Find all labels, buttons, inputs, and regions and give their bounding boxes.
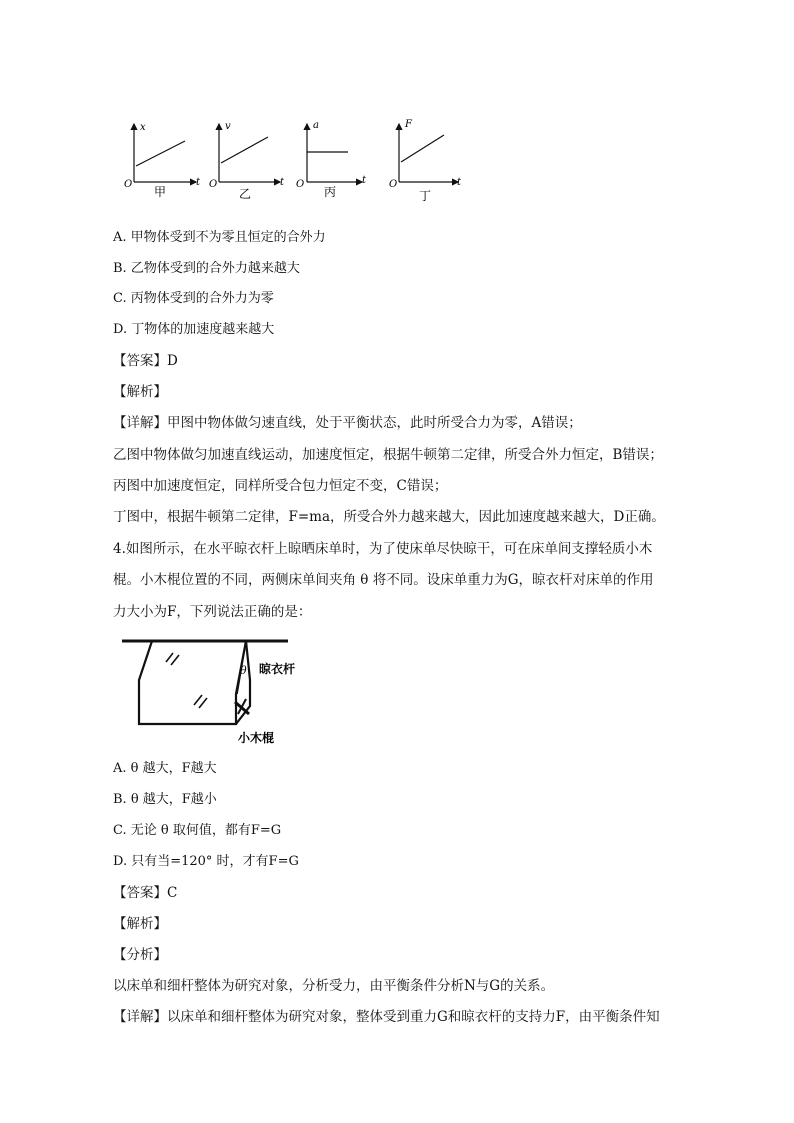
q3-detail-line-1: 【详解】甲图中物体做匀速直线，处于平衡状态，此时所受合力为零，A错误； bbox=[113, 415, 582, 431]
graph-yi-line bbox=[221, 137, 268, 163]
graph-yi-caption: 乙 bbox=[239, 187, 252, 201]
graph-ding-xlabel: t bbox=[457, 177, 462, 188]
q4-option-c: C. 无论 θ 取何值，都有F=G bbox=[113, 823, 282, 838]
graph-ding-caption: 丁 bbox=[419, 189, 432, 203]
graph-yi-ylabel: v bbox=[225, 121, 231, 132]
q4-fenxi-heading: 【分析】 bbox=[113, 947, 167, 963]
q3-option-a: A. 甲物体受到不为零且恒定的合外力 bbox=[113, 230, 326, 245]
graph-jia-caption: 甲 bbox=[154, 185, 167, 199]
q3-option-d: D. 丁物体的加速度越来越大 bbox=[113, 322, 275, 337]
graph-bing-ylabel: a bbox=[313, 120, 319, 131]
small-stick-label: 小木棍 bbox=[238, 731, 275, 745]
graph-yi-origin: O bbox=[209, 179, 218, 190]
q4-answer: 【答案】C bbox=[113, 885, 178, 901]
graph-yi-xlabel: t bbox=[280, 177, 285, 188]
q3-detail-line-2: 乙图中物体做匀加速直线运动，加速度恒定，根据牛顿第二定律，所受合外力恒定，B错误； bbox=[113, 447, 663, 463]
graph-bing-xlabel: t bbox=[362, 175, 367, 186]
sheet-left-panel bbox=[139, 641, 246, 724]
graph-jia-origin: O bbox=[124, 179, 133, 190]
q4-stem-line-1: 4.如图所示，在水平晾衣杆上晾晒床单时，为了使床单尽快晾干，可在床单间支撑轻质小木 bbox=[113, 541, 653, 557]
graph-ding bbox=[389, 119, 462, 203]
q3-option-c: C. 丙物体受到的合外力为零 bbox=[113, 291, 274, 306]
theta-label: θ bbox=[240, 664, 247, 677]
graph-ding-origin: O bbox=[389, 179, 398, 190]
graph-yi bbox=[209, 121, 285, 201]
q4-detail-text: 【详解】以床单和细杆整体为研究对象，整体受到重力G和晾衣杆的支持力F，由平衡条件知 bbox=[113, 1009, 660, 1025]
q4-analysis-heading: 【解析】 bbox=[113, 916, 167, 932]
q3-detail-line-3: 丙图中加速度恒定，同样所受合包力恒定不变，C错误； bbox=[113, 478, 448, 494]
drying-rod-label: 晾衣杆 bbox=[259, 662, 296, 676]
q4-option-d: D. 只有当=120° 时，才有F=G bbox=[113, 854, 299, 869]
graph-ding-line bbox=[401, 135, 444, 162]
bedsheet-figure bbox=[118, 632, 318, 750]
graph-jia-line bbox=[136, 141, 185, 166]
graph-jia-xlabel: t bbox=[196, 177, 201, 188]
graph-jia bbox=[124, 122, 201, 199]
graph-ding-ylabel: F bbox=[405, 119, 412, 130]
motion-graphs-figure bbox=[118, 112, 478, 212]
q4-stem-line-3: 力大小为F，下列说法正确的是： bbox=[113, 604, 312, 620]
q3-detail-line-4: 丁图中，根据牛顿第二定律，F=ma，所受合外力越来越大，因此加速度越来越大，D正确。 bbox=[113, 509, 665, 525]
q4-stem-line-2: 棍。小木棍位置的不同，两侧床单间夹角 θ 将不同。设床单重力为G，晾衣杆对床单的作用 bbox=[113, 572, 654, 588]
q4-option-a: A. θ 越大，F越大 bbox=[113, 761, 217, 776]
graph-bing-origin: O bbox=[296, 179, 305, 190]
q3-option-b: B. 乙物体受到的合外力越来越大 bbox=[113, 261, 300, 276]
graph-bing-caption: 丙 bbox=[324, 185, 337, 199]
q4-fenxi-text: 以床单和细杆整体为研究对象，分析受力，由平衡条件分析N与G的关系。 bbox=[113, 978, 555, 994]
q3-answer: 【答案】D bbox=[113, 353, 178, 369]
graph-jia-ylabel: x bbox=[140, 122, 146, 133]
q3-analysis-heading: 【解析】 bbox=[113, 384, 167, 400]
q4-option-b: B. θ 越大，F越小 bbox=[113, 792, 217, 807]
graph-bing bbox=[296, 120, 367, 199]
